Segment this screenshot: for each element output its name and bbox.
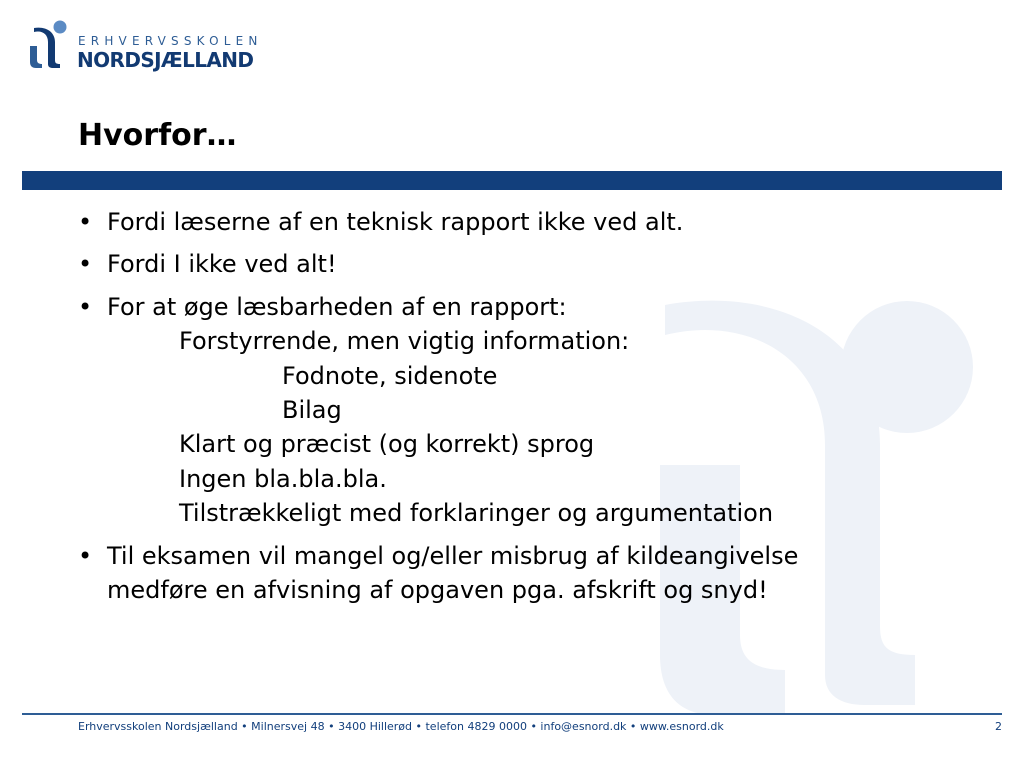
slide-body xyxy=(78,205,978,615)
bullet-text: Til eksamen vil mangel og/eller misbrug af kildeangivelse xyxy=(107,541,799,570)
sub-item: Ingen bla.bla.bla. xyxy=(179,464,387,493)
bullet-item xyxy=(78,205,978,239)
bullet-text: Fordi I ikke ved alt! xyxy=(107,250,337,279)
sub-item: Klart og præcist (og korrekt) sprog xyxy=(179,430,595,459)
bullet-glyph: • xyxy=(78,292,93,321)
bullet-glyph: • xyxy=(78,250,93,279)
slide-title: Hvorfor… xyxy=(78,118,237,153)
sub-sub-item: Bilag xyxy=(282,396,342,425)
logo-text-bottom: NORDSJÆLLAND xyxy=(77,48,254,72)
page-number: 2 xyxy=(995,720,1002,733)
bullet-item xyxy=(78,539,978,608)
title-divider-bar xyxy=(22,171,1002,190)
bullet-item xyxy=(78,290,978,531)
bullet-text: Fordi læserne af en teknisk rapport ikke ved alt. xyxy=(107,208,684,236)
sub-item: Tilstrækkeligt med forklaringer og argumentation xyxy=(179,499,774,528)
sub-item: Forstyrrende, men vigtig information: xyxy=(179,327,630,356)
bullet-text: For at øge læsbarheden af en rapport: xyxy=(107,292,567,321)
esnord-logo-icon xyxy=(28,20,68,70)
bullet-glyph: • xyxy=(78,208,93,236)
footer-contact-info: Erhvervsskolen Nordsjælland • Milnersvej 48 • 3400 Hillerød • telefon 4829 0000 • info@esnord.dk • www.esnord.dk xyxy=(78,720,724,733)
footer-divider xyxy=(22,713,1002,715)
bullet-glyph: • xyxy=(78,541,93,570)
bullet-text-continued: medføre en afvisning af opgaven pga. afskrift og snyd! xyxy=(107,576,768,605)
sub-sub-item: Fodnote, sidenote xyxy=(282,361,498,390)
bullet-item xyxy=(78,247,978,281)
logo-text-top: ERHVERVSSKOLEN xyxy=(78,34,263,48)
logo xyxy=(28,20,278,72)
